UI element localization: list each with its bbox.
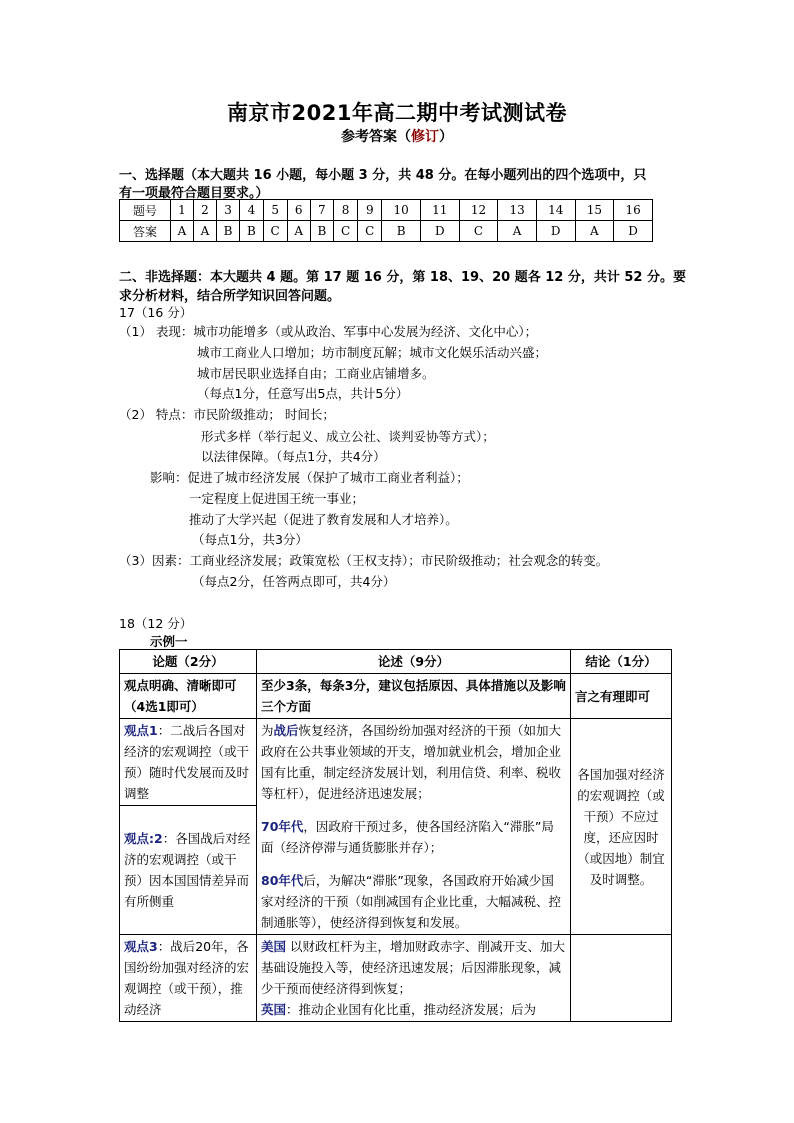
answer-cell: C — [459, 221, 498, 242]
q17-line: 一定程度上促进国王统一事业； — [189, 491, 365, 506]
question-number: 16 — [614, 200, 653, 221]
q17-line: （每点1分，共3分） — [192, 532, 308, 547]
argument-prefix: 为 — [261, 723, 274, 738]
question-number: 6 — [287, 200, 310, 221]
question-row-label: 题号 — [120, 200, 171, 221]
answer-cell: B — [216, 221, 239, 242]
answer-cell: A — [171, 221, 194, 242]
argument-cell — [257, 935, 571, 1022]
answer-row — [120, 221, 653, 242]
viewpoint-text: ：战后20年，各国纷纷加强对经济的宏观调控（或干预），推动经济 — [124, 939, 250, 1017]
answer-cell: A — [498, 221, 537, 242]
q17-line: （1） 表现：城市功能增多（或从政治、军事中心发展为经济、文化中心）； — [119, 324, 538, 339]
conclusion-cell: 各国加强对经济的宏观调控（或干预）不应过度，还应因时（或因地）制宜及时调整。 — [571, 719, 672, 935]
question-number: 14 — [536, 200, 575, 221]
page-title: 南京市2021年高二期中考试测试卷 — [227, 101, 567, 125]
question-number: 4 — [240, 200, 263, 221]
q17-line: （每点2分，任答两点即可，共4分） — [192, 574, 396, 589]
q17-line: （3）因素：工商业经济发展；政策宽松（王权支持）；市民阶级推动；社会观念的转变。 — [119, 553, 609, 568]
answer-cell: B — [240, 221, 263, 242]
question-number: 2 — [193, 200, 216, 221]
col3-header: 结论（1分） — [571, 650, 672, 674]
q17-line: （每点1分，任意写出5点，共计5分） — [197, 386, 409, 401]
argument-text: 以财政杠杆为主，增加财政赤字、削减开支、加大基础设施投入等，使经济迅速发展；后因滞胀现象，减少干预而使经济得到恢复； — [261, 939, 565, 996]
viewpoint-label: 观点1 — [124, 723, 158, 738]
answer-cell: A — [287, 221, 310, 242]
subtitle-revised: 修订 — [411, 129, 439, 145]
table-header-row — [120, 650, 672, 674]
table-row — [120, 719, 672, 806]
argument-para — [261, 816, 566, 858]
question-number: 9 — [358, 200, 382, 221]
q18-example-label: 示例一 — [150, 634, 188, 649]
argument-para — [261, 999, 566, 1020]
answer-row-label: 答案 — [120, 221, 171, 242]
question-number: 11 — [421, 200, 460, 221]
argument-key: 美国 — [261, 939, 287, 954]
question-number-row — [120, 200, 653, 221]
viewpoint-label: 观点:2 — [124, 831, 163, 846]
answer-cell: C — [358, 221, 382, 242]
question-number: 10 — [382, 200, 421, 221]
q17-line: 形式多样（举行起义、成立公社、谈判妥协等方式）； — [201, 429, 495, 444]
col1-header: 论题（2分） — [120, 650, 257, 674]
answer-cell: A — [193, 221, 216, 242]
answer-table — [119, 199, 653, 242]
subtitle-paren-open: （ — [397, 129, 411, 145]
answer-cell: C — [334, 221, 358, 242]
section2-heading-line1: 二、非选择题：本大题共 4 题。第 17 题 16 分，第 18、19、20 题各 12 分，共计 52 分。要 — [119, 270, 686, 285]
answer-cell: D — [421, 221, 460, 242]
viewpoint-cell — [120, 935, 257, 1022]
section2-heading-line2: 求分析材料，结合所学知识回答问题。 — [119, 289, 341, 304]
argument-text: 后，为解决“滞胀”现象，各国政府开始减少国家对经济的干预（如削减国有企业比重，大幅减税、控制通胀等），使经济得到恢复和发展。 — [261, 873, 562, 930]
question-number: 3 — [216, 200, 239, 221]
argument-text: ，因政府干预过多，使各国经济陷入“滞胀”局面（经济停滞与通货膨胀并存）； — [261, 819, 554, 855]
q17-line: 城市居民职业选择自由；工商业店铺增多。 — [197, 366, 435, 381]
table-row — [120, 935, 672, 1022]
answer-cell: D — [536, 221, 575, 242]
q18-heading: 18（12 分） — [119, 616, 193, 631]
page-subtitle — [0, 126, 794, 146]
argument-para — [261, 720, 566, 804]
subtitle-paren-close: ） — [439, 129, 453, 145]
question-number: 7 — [310, 200, 333, 221]
section1-heading-line2: 有一项最符合题目要求。） — [119, 186, 269, 201]
col1-subheader: 观点明确、清晰即可（4选1即可） — [120, 674, 257, 719]
q17-heading: 17（16 分） — [119, 305, 193, 320]
argument-key: 英国 — [261, 1002, 287, 1017]
argument-para — [261, 870, 566, 933]
question-number: 8 — [334, 200, 358, 221]
viewpoint-cell — [120, 719, 257, 806]
q17-line: 影响：促进了城市经济发展（保护了城市工商业者利益）； — [150, 470, 469, 485]
argument-cell — [257, 719, 571, 935]
answer-cell: A — [575, 221, 614, 242]
answer-cell: C — [263, 221, 287, 242]
argument-key: 80年代 — [261, 873, 304, 888]
question-number: 12 — [459, 200, 498, 221]
col3-subheader: 言之有理即可 — [571, 674, 672, 719]
question-number: 15 — [575, 200, 614, 221]
subtitle-main: 参考答案 — [341, 129, 397, 145]
answer-cell: D — [614, 221, 653, 242]
viewpoint-label: 观点3 — [124, 939, 158, 954]
q17-line: 推动了大学兴起（促进了教育发展和人才培养）。 — [189, 512, 458, 527]
question-number: 1 — [171, 200, 194, 221]
viewpoint-text: ：二战后各国对经济的宏观调控（或干预）随时代发展而及时调整 — [124, 723, 250, 801]
argument-text: ：推动企业国有化比重，推动经济发展；后为 — [286, 1002, 537, 1017]
argument-key: 战后 — [273, 723, 299, 738]
viewpoint-text: ：各国战后对经济的宏观调控（或干预）因本国国情差异而有所侧重 — [124, 831, 251, 909]
q17-line: （2） 特点：市民阶级推动； 时间长； — [119, 407, 335, 422]
question-number: 13 — [498, 200, 537, 221]
q17-line: 以法律保障。（每点1分，共4分） — [201, 449, 386, 464]
argument-para — [261, 936, 566, 999]
q17-line: 城市工商业人口增加；坊市制度瓦解；城市文化娱乐活动兴盛； — [197, 345, 548, 360]
section1-heading-line1: 一、选择题（本大题共 16 小题，每小题 3 分，共 48 分。在每小题列出的四个选项中，只 — [119, 168, 647, 183]
viewpoint-cell — [120, 806, 257, 935]
col2-subheader: 至少3条，每条3分，建议包括原因、具体措施以及影响三个方面 — [257, 674, 571, 719]
argument-text: 恢复经济，各国纷纷加强对经济的干预（如加大政府在公共事业领域的开支，增加就业机会，增加企业国有比重，制定经济发展计划，利用信贷、利率、税收等杠杆），促进经济迅速发展； — [261, 723, 562, 801]
col2-header: 论述（9分） — [257, 650, 571, 674]
table-subheader-row — [120, 674, 672, 719]
argument-key: 70年代 — [261, 819, 304, 834]
conclusion-empty-cell — [571, 935, 672, 1022]
answer-cell: B — [310, 221, 333, 242]
question-number: 5 — [263, 200, 287, 221]
answer-cell: B — [382, 221, 421, 242]
q18-answer-table — [119, 649, 672, 1022]
